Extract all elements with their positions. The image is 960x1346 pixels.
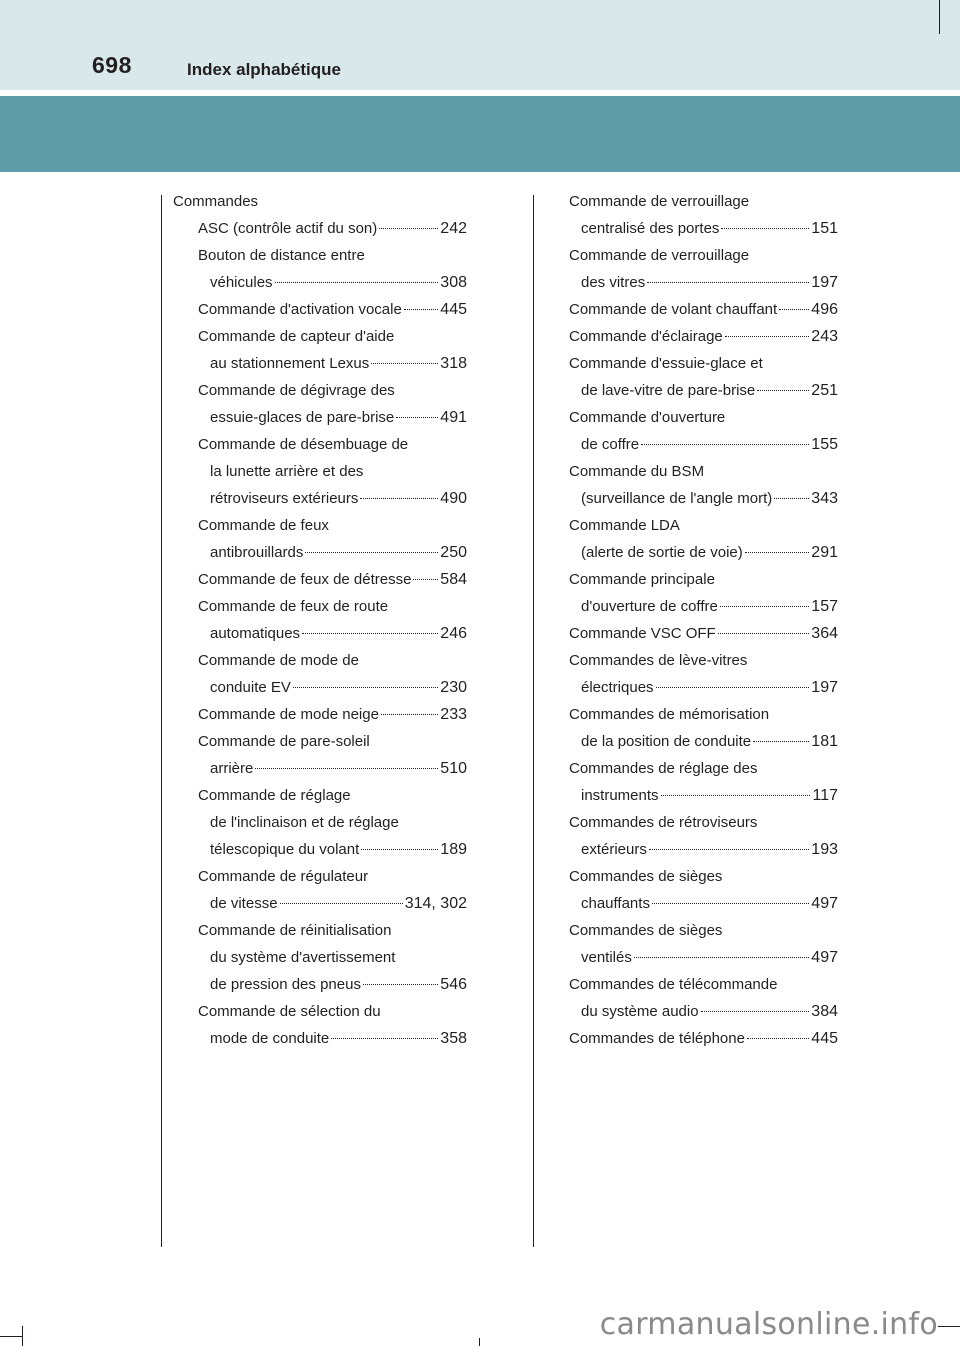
index-entry xyxy=(569,755,838,782)
index-entry xyxy=(173,188,467,215)
dot-leader xyxy=(718,633,810,634)
entry-text: ASC (contrôle actif du son) xyxy=(198,220,378,237)
entry-text: au stationnement Lexus xyxy=(210,355,370,372)
page-reference[interactable]: 445 xyxy=(811,1030,838,1047)
entry-text: Commande de réglage xyxy=(198,787,351,804)
entry-text: Commandes de sièges xyxy=(569,922,723,939)
entry-text: Commande de sélection du xyxy=(198,1003,381,1020)
entry-text: Bouton de distance entre xyxy=(198,247,365,264)
entry-text: Commande de volant chauffant xyxy=(569,301,778,318)
entry-text: Commande de régulateur xyxy=(198,868,369,885)
dot-leader xyxy=(371,363,438,364)
entry-text: la lunette arrière et des xyxy=(210,463,364,480)
dot-leader xyxy=(379,228,438,229)
entry-text: Commande de verrouillage xyxy=(569,193,750,210)
page-reference[interactable]: 314, 302 xyxy=(404,895,467,912)
dot-leader xyxy=(293,687,438,688)
entry-text: électriques xyxy=(581,679,654,696)
index-column-left xyxy=(173,188,467,1052)
watermark: carmanualsonline.info xyxy=(599,1307,938,1342)
dot-leader xyxy=(745,552,810,553)
dot-leader xyxy=(701,1011,810,1012)
index-entry xyxy=(569,458,838,485)
page-reference[interactable]: 197 xyxy=(811,274,838,291)
index-entry xyxy=(173,431,467,458)
dot-leader xyxy=(361,849,438,850)
entry-text: Commandes de téléphone xyxy=(569,1030,745,1047)
index-entry xyxy=(569,323,838,350)
entry-text: instruments xyxy=(581,787,659,804)
crop-mark xyxy=(0,1336,22,1337)
entry-text: de lave-vitre de pare-brise xyxy=(581,382,756,399)
page-reference[interactable]: 246 xyxy=(440,625,467,642)
index-entry xyxy=(173,809,467,836)
entry-text: Commande de désembuage de xyxy=(198,436,409,453)
entry-text: Commande de mode neige xyxy=(198,706,379,723)
index-entry xyxy=(569,647,838,674)
entry-text: arrière xyxy=(210,760,254,777)
dot-leader xyxy=(647,282,809,283)
dot-leader xyxy=(280,903,403,904)
page-reference[interactable]: 151 xyxy=(811,220,838,237)
index-entry xyxy=(173,728,467,755)
index-entry xyxy=(173,701,467,728)
entry-text: Commandes de sièges xyxy=(569,868,723,885)
entry-text: Commande de feux de route xyxy=(198,598,389,615)
entry-text: Commande LDA xyxy=(569,517,680,534)
page-reference[interactable]: 233 xyxy=(440,706,467,723)
page-reference[interactable]: 181 xyxy=(811,733,838,750)
index-entry xyxy=(569,593,838,620)
index-entry xyxy=(569,539,838,566)
entry-text: Commande de verrouillage xyxy=(569,247,750,264)
entry-text: Commande de feux de détresse xyxy=(198,571,412,588)
entry-text: Commande d'ouverture xyxy=(569,409,726,426)
entry-text: Commande principale xyxy=(569,571,715,588)
entry-text: automatiques xyxy=(210,625,301,642)
index-entry xyxy=(569,998,838,1025)
page-reference[interactable]: 117 xyxy=(812,787,838,804)
index-entry xyxy=(569,242,838,269)
dot-leader xyxy=(396,417,438,418)
page-reference[interactable]: 496 xyxy=(811,301,838,318)
entry-text: des vitres xyxy=(581,274,646,291)
index-entry xyxy=(569,485,838,512)
page-reference[interactable]: 358 xyxy=(440,1030,467,1047)
dot-leader xyxy=(641,444,809,445)
index-entry xyxy=(173,863,467,890)
entry-text: Commande de mode de xyxy=(198,652,359,669)
entry-text: Commande de feux xyxy=(198,517,329,534)
dot-leader xyxy=(331,1038,438,1039)
index-entry xyxy=(569,404,838,431)
dot-leader xyxy=(753,741,809,742)
dot-leader xyxy=(255,768,438,769)
page-reference[interactable]: 343 xyxy=(811,490,838,507)
index-entry xyxy=(173,296,467,323)
entry-text: Commande de capteur d'aide xyxy=(198,328,395,345)
page-reference[interactable]: 384 xyxy=(811,1003,838,1020)
index-entry xyxy=(173,539,467,566)
entry-text: Commande de pare-soleil xyxy=(198,733,370,750)
index-entry xyxy=(569,350,838,377)
index-entry xyxy=(173,512,467,539)
dot-leader xyxy=(721,228,809,229)
index-entry xyxy=(173,674,467,701)
entry-text: Commande de dégivrage des xyxy=(198,382,395,399)
index-entry xyxy=(569,269,838,296)
dot-leader xyxy=(652,903,809,904)
entry-text: Commandes xyxy=(173,193,259,210)
header-teal-band xyxy=(0,96,960,172)
index-entry xyxy=(173,566,467,593)
middle-column-rule xyxy=(533,195,534,1247)
index-entry xyxy=(173,404,467,431)
index-entry xyxy=(173,647,467,674)
index-entry xyxy=(569,215,838,242)
index-entry xyxy=(173,620,467,647)
index-entry xyxy=(173,350,467,377)
index-entry xyxy=(173,269,467,296)
entry-text: centralisé des portes xyxy=(581,220,720,237)
entry-text: véhicules xyxy=(210,274,273,291)
dot-leader xyxy=(656,687,810,688)
index-entry xyxy=(569,971,838,998)
dot-leader xyxy=(779,309,809,310)
page-reference[interactable]: 197 xyxy=(811,679,838,696)
index-entry xyxy=(569,944,838,971)
entry-text: Commande du BSM xyxy=(569,463,705,480)
entry-text: Commandes de réglage des xyxy=(569,760,758,777)
index-entry xyxy=(173,782,467,809)
index-entry xyxy=(569,782,838,809)
crop-mark xyxy=(939,0,940,34)
page-reference[interactable]: 490 xyxy=(440,490,467,507)
index-entry xyxy=(173,485,467,512)
entry-text: Commande de réinitialisation xyxy=(198,922,392,939)
page-reference[interactable]: 155 xyxy=(811,436,838,453)
entry-text: du système d'avertissement xyxy=(210,949,396,966)
dot-leader xyxy=(413,579,438,580)
entry-text: Commandes de lève-vitres xyxy=(569,652,748,669)
entry-text: de coffre xyxy=(581,436,640,453)
index-entry xyxy=(569,890,838,917)
index-entry xyxy=(569,188,838,215)
page-reference[interactable]: 251 xyxy=(811,382,838,399)
index-entry xyxy=(173,458,467,485)
index-entry xyxy=(173,944,467,971)
entry-text: Commandes de mémorisation xyxy=(569,706,770,723)
dot-leader xyxy=(360,498,438,499)
page-reference[interactable]: 584 xyxy=(440,571,467,588)
left-column-rule xyxy=(161,195,162,1247)
crop-mark xyxy=(938,1326,960,1327)
index-entry xyxy=(569,728,838,755)
index-entry xyxy=(173,971,467,998)
index-entry xyxy=(173,377,467,404)
dot-leader xyxy=(363,984,438,985)
index-entry xyxy=(173,1025,467,1052)
index-entry xyxy=(569,674,838,701)
dot-leader xyxy=(757,390,809,391)
page-reference[interactable]: 250 xyxy=(440,544,467,561)
entry-text: d'ouverture de coffre xyxy=(581,598,718,615)
index-entry xyxy=(569,620,838,647)
page-reference[interactable]: 242 xyxy=(440,220,467,237)
index-entry xyxy=(173,917,467,944)
dot-leader xyxy=(275,282,439,283)
index-entry xyxy=(569,566,838,593)
entry-text: Commande d'activation vocale xyxy=(198,301,402,318)
page-reference[interactable]: 193 xyxy=(811,841,838,858)
dot-leader xyxy=(634,957,809,958)
index-entry xyxy=(569,809,838,836)
index-entry xyxy=(173,242,467,269)
entry-text: Commandes de rétroviseurs xyxy=(569,814,758,831)
index-entry xyxy=(569,917,838,944)
dot-leader xyxy=(305,552,438,553)
index-entry xyxy=(173,998,467,1025)
dot-leader xyxy=(747,1038,809,1039)
entry-text: mode de conduite xyxy=(210,1030,330,1047)
entry-text: rétroviseurs extérieurs xyxy=(210,490,359,507)
index-entry xyxy=(569,1025,838,1052)
page-reference[interactable]: 318 xyxy=(440,355,467,372)
entry-text: Commandes de télécommande xyxy=(569,976,778,993)
index-entry xyxy=(569,512,838,539)
dot-leader xyxy=(661,795,811,796)
dot-leader xyxy=(381,714,438,715)
entry-text: de pression des pneus xyxy=(210,976,361,993)
dot-leader xyxy=(774,498,809,499)
index-entry xyxy=(569,701,838,728)
page-reference[interactable]: 157 xyxy=(811,598,838,615)
entry-text: essuie-glaces de pare-brise xyxy=(210,409,395,426)
entry-text: Commande d'essuie-glace et xyxy=(569,355,763,372)
page-reference[interactable]: 445 xyxy=(440,301,467,318)
page-reference[interactable]: 497 xyxy=(811,949,838,966)
entry-text: de l'inclinaison et de réglage xyxy=(210,814,399,831)
entry-text: de la position de conduite xyxy=(581,733,752,750)
index-column-right xyxy=(569,188,838,1052)
entry-text: de vitesse xyxy=(210,895,278,912)
index-entry xyxy=(173,215,467,242)
page-reference[interactable]: 230 xyxy=(440,679,467,696)
page-number: 698 xyxy=(92,52,132,78)
entry-text: (surveillance de l'angle mort) xyxy=(581,490,773,507)
index-entry xyxy=(173,755,467,782)
index-entry xyxy=(173,323,467,350)
entry-text: télescopique du volant xyxy=(210,841,360,858)
index-entry xyxy=(569,431,838,458)
entry-text: ventilés xyxy=(581,949,632,966)
page-reference[interactable]: 546 xyxy=(440,976,467,993)
index-entry xyxy=(569,296,838,323)
page-reference[interactable]: 510 xyxy=(440,760,467,777)
entry-text: antibrouillards xyxy=(210,544,304,561)
entry-text: du système audio xyxy=(581,1003,699,1020)
page-reference[interactable]: 497 xyxy=(811,895,838,912)
index-entry xyxy=(173,890,467,917)
entry-text: chauffants xyxy=(581,895,650,912)
crop-mark xyxy=(22,1326,23,1346)
crop-mark xyxy=(479,1338,480,1346)
dot-leader xyxy=(725,336,810,337)
dot-leader xyxy=(649,849,809,850)
entry-text: (alerte de sortie de voie) xyxy=(581,544,743,561)
entry-text: conduite EV xyxy=(210,679,291,696)
page-reference[interactable]: 308 xyxy=(440,274,467,291)
entry-text: Commande VSC OFF xyxy=(569,625,716,642)
page-reference[interactable]: 364 xyxy=(811,625,838,642)
index-entry xyxy=(569,377,838,404)
section-title: Index alphabétique xyxy=(187,60,341,79)
page-reference[interactable]: 291 xyxy=(811,544,838,561)
dot-leader xyxy=(404,309,438,310)
header-band xyxy=(0,0,960,90)
index-entry xyxy=(569,863,838,890)
dot-leader xyxy=(302,633,438,634)
index-entry xyxy=(173,836,467,863)
page-reference[interactable]: 491 xyxy=(440,409,467,426)
index-entry xyxy=(173,593,467,620)
entry-text: extérieurs xyxy=(581,841,647,858)
page-reference[interactable]: 189 xyxy=(440,841,467,858)
index-entry xyxy=(569,836,838,863)
entry-text: Commande d'éclairage xyxy=(569,328,723,345)
page-reference[interactable]: 243 xyxy=(811,328,838,345)
dot-leader xyxy=(720,606,809,607)
